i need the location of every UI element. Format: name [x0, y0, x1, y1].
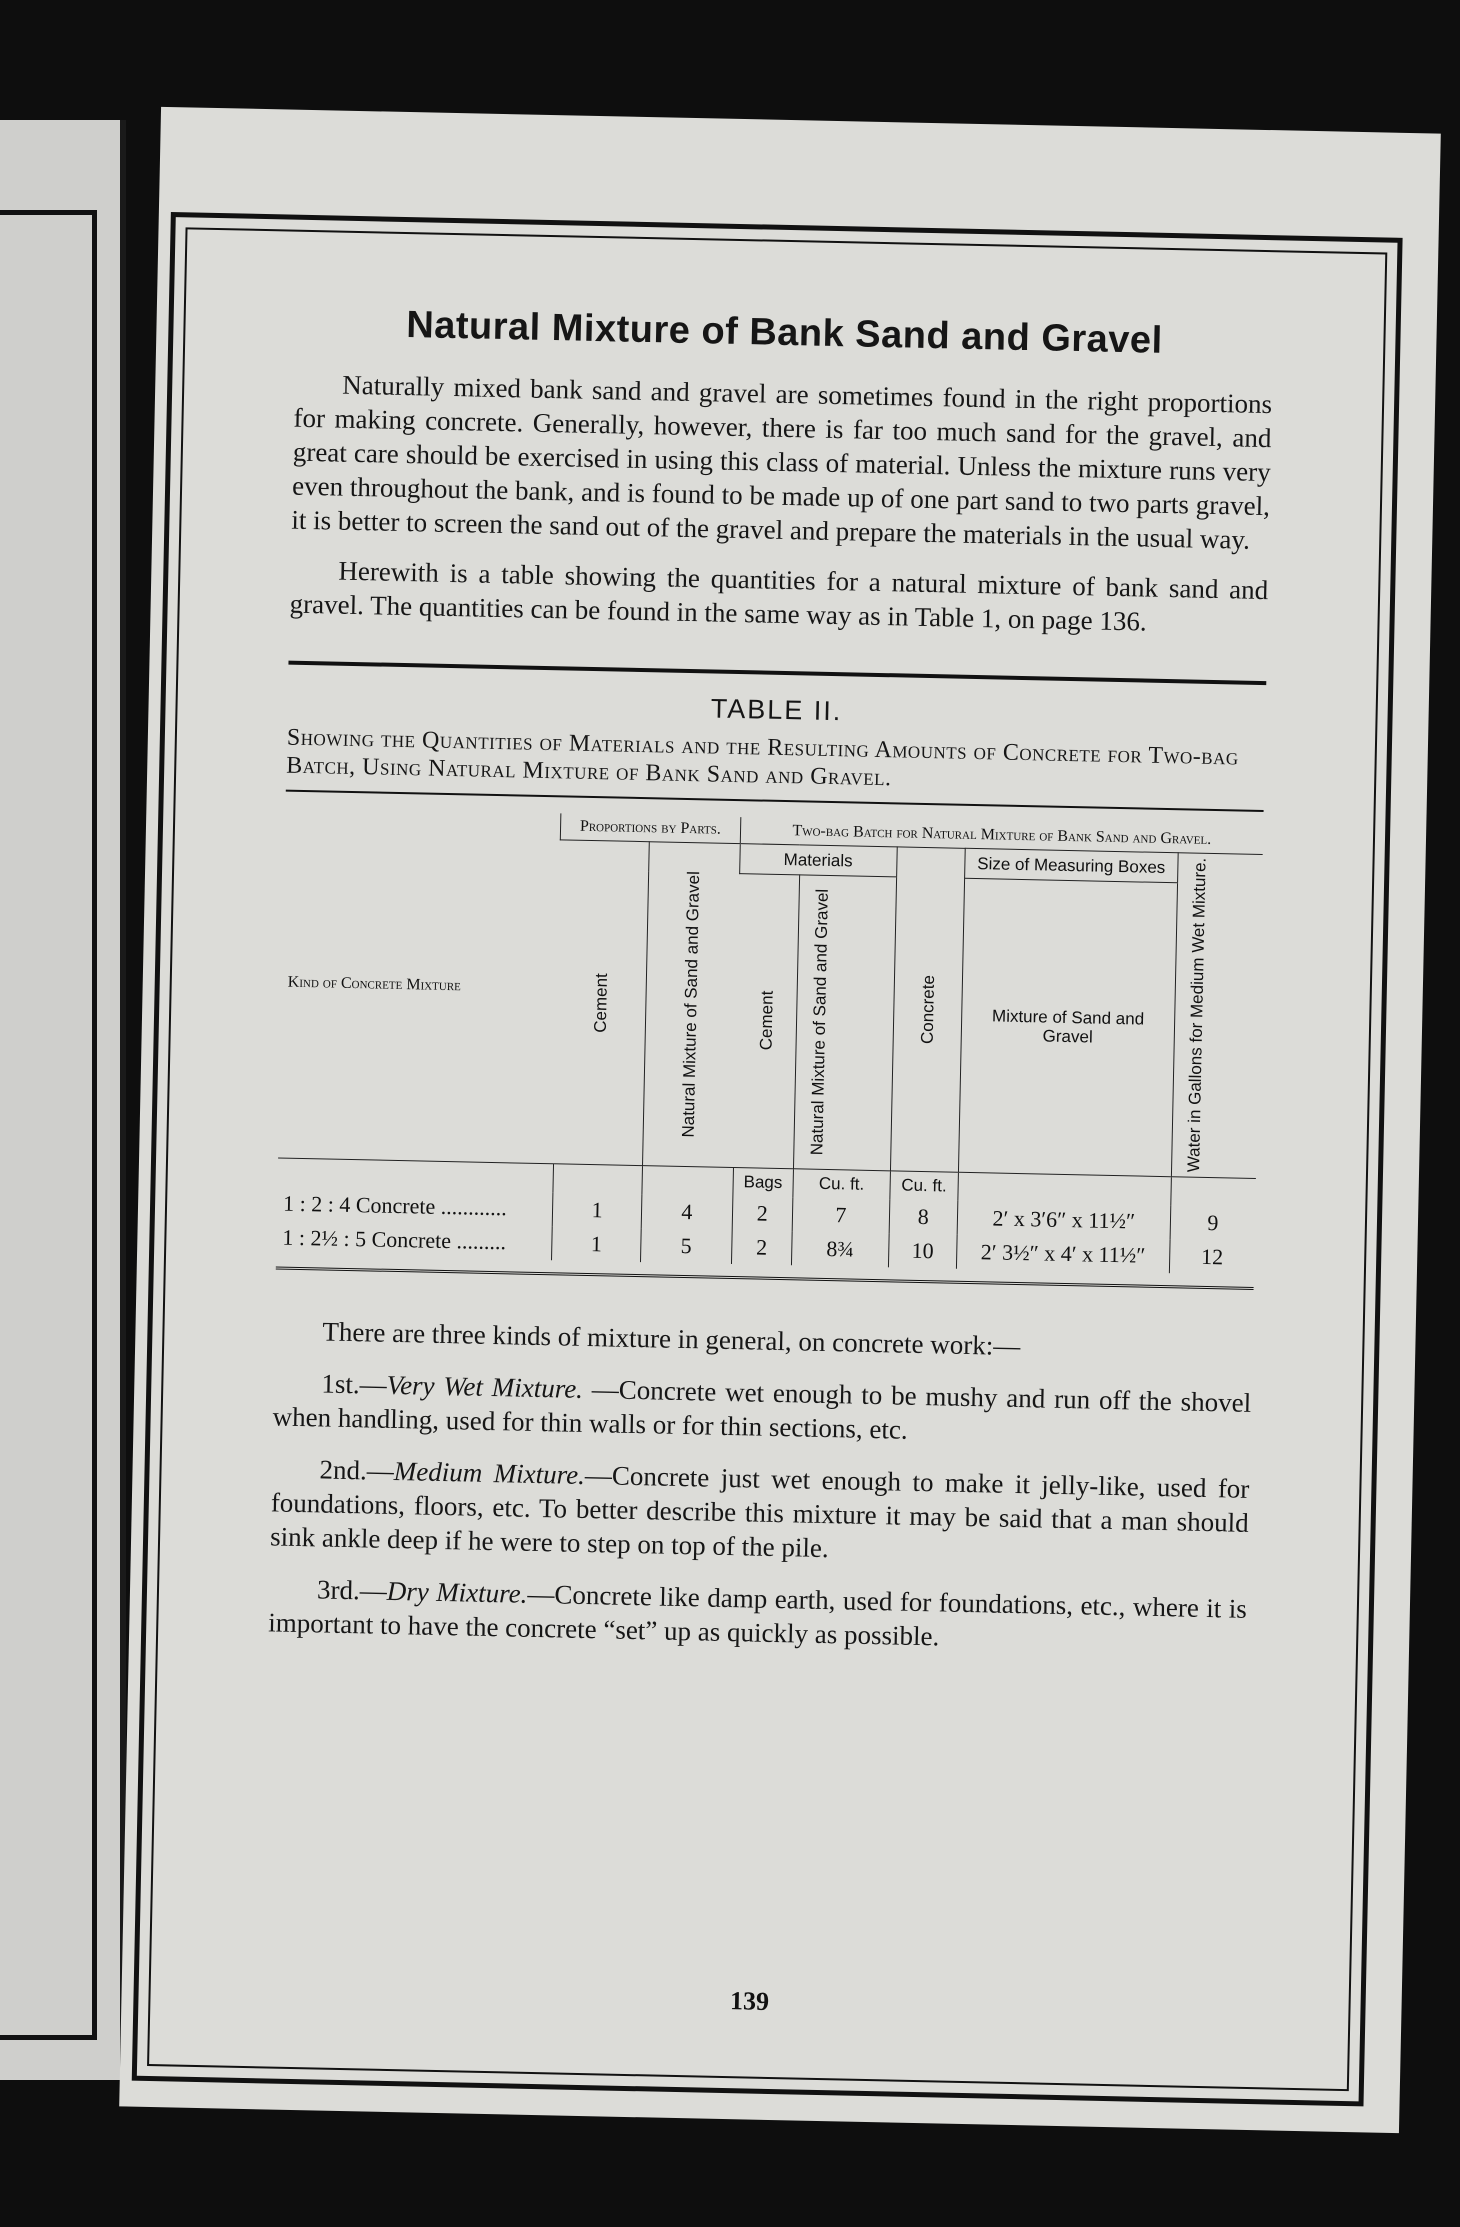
units-blank-2	[642, 1165, 733, 1195]
header-mixture-box: Mixture of Sand and Gravel	[958, 878, 1177, 1176]
header-cement-parts: Cement	[591, 972, 612, 1033]
mixture-num: 3rd.—	[316, 1574, 388, 1606]
book-page	[119, 107, 1441, 2133]
mixture-item	[268, 1571, 1247, 1659]
page-content	[268, 302, 1274, 1660]
mixture-item	[272, 1365, 1251, 1453]
row-box: 2′ x 3′6″ x 11½″	[957, 1200, 1171, 1238]
header-concrete-cell	[890, 847, 965, 1172]
mixture-name: Dry Mixture.	[386, 1575, 528, 1609]
intro-paragraph-2: Herewith is a table showing the quantities for a natural mixture of bank sand and gravel. The quantities can be found in the same way as in Table 1, on page 136.	[289, 555, 1269, 637]
header-cement-parts-cell	[554, 840, 650, 1165]
header-cement-mat-cell	[733, 873, 800, 1168]
header-mix-parts: Natural Mixture of Sand and Gravel	[678, 871, 704, 1138]
mixture-item	[270, 1451, 1250, 1573]
header-batch: Two-bag Batch for Natural Mixture of Bank Sand and Gravel.	[740, 817, 1263, 854]
row-water: 9	[1170, 1205, 1255, 1241]
row-concrete-cuft: 10	[888, 1233, 957, 1268]
row-mix-parts: 4	[641, 1194, 732, 1230]
units-box-blank	[958, 1172, 1172, 1205]
page-title: Natural Mixture of Bank Sand and Gravel	[405, 304, 1164, 362]
row-water: 12	[1169, 1239, 1254, 1275]
mixture-text: —Concrete just wet enough to make it jelly-like, used for foundations, floors, etc. To better describe this mixture it may be said that a man should sink ankle deep if he were to step on top of the pile.	[269, 1459, 1250, 1563]
page-border-outer	[132, 212, 1403, 2106]
mixture-name: Medium Mixture.	[393, 1455, 586, 1490]
facing-page-border	[0, 210, 97, 2040]
mixture-text: —Concrete like damp earth, used for foundations, etc., where it is important to have the concrete “set” up as quickly as possible.	[268, 1578, 1248, 1652]
row-kind: 1 : 2 : 4 Concrete ............	[282, 1190, 508, 1220]
mixture-num: 2nd.—	[319, 1454, 395, 1486]
header-proportions: Proportions by Parts.	[560, 813, 740, 843]
row-mix-cuft: 7	[792, 1197, 890, 1233]
header-size-boxes: Size of Measuring Boxes	[964, 848, 1178, 882]
row-cement-bags: 2	[731, 1230, 792, 1265]
header-water-cell	[1171, 853, 1262, 1178]
units-water-blank	[1171, 1176, 1256, 1206]
row-kind: 1 : 2½ : 5 Concrete .........	[282, 1224, 507, 1254]
header-kind: Kind of Concrete Mixture	[287, 973, 462, 995]
units-concrete: Cu. ft.	[890, 1170, 959, 1200]
units-blank-1	[553, 1163, 643, 1193]
header-cement-materials: Cement	[755, 990, 777, 1051]
row-cement-bags: 2	[732, 1196, 793, 1231]
row-cement-parts: 1	[552, 1226, 642, 1262]
header-water: Water in Gallons for Medium Wet Mixture.	[1183, 857, 1210, 1173]
row-concrete-cuft: 8	[889, 1199, 958, 1234]
units-cement: Bags	[732, 1167, 793, 1197]
intro-paragraph-1: Naturally mixed bank sand and gravel are sometimes found in the right proportions for making concrete. Generally, however, there is far too much sand for the gravel, and great care should be exercised in using this class of material. Unless the mixture runs very even throughout the bank, and is found to be made up of one part sand to two parts gravel, it is better to screen the sand out of the gravel and prepare the materials in the usual way.	[291, 369, 1273, 555]
header-mix-mat-cell	[793, 875, 896, 1171]
page-border-inner	[147, 227, 1387, 2091]
row-mix-cuft: 8¾	[791, 1231, 889, 1267]
page-number: 139	[729, 1986, 770, 2016]
row-cement-parts: 1	[552, 1192, 642, 1228]
units-natural-mix: Cu. ft.	[793, 1168, 890, 1199]
mixtures-section	[268, 1313, 1253, 1659]
header-mix-materials: Natural Mixture of Sand and Gravel	[807, 888, 832, 1156]
mixture-text: —Concrete wet enough to be mushy and run off the shovel when handling, used for thin walls or for thin sections, etc.	[272, 1373, 1252, 1445]
mixtures-intro: There are three kinds of mixture in general, on concrete work:—	[322, 1316, 1021, 1361]
header-mix-parts-cell	[643, 842, 740, 1167]
row-mix-parts: 5	[641, 1228, 732, 1264]
row-box: 2′ 3½″ x 4′ x 11½″	[956, 1234, 1170, 1272]
table-caption: Showing the Quantities of Materials and the Resulting Amounts of Concrete for Two-bag Batch, Using Natural Mixture of Bank Sand and Gravel.	[286, 724, 1239, 792]
header-materials: Materials	[739, 844, 897, 877]
mixture-num: 1st.—	[321, 1368, 387, 1400]
mixture-name: Very Wet Mixture.	[386, 1369, 584, 1404]
quantities-table	[276, 808, 1263, 1275]
section-divider	[288, 661, 1266, 685]
table-title: TABLE II.	[710, 693, 843, 727]
facing-page	[0, 120, 126, 2080]
header-concrete: Concrete	[917, 974, 938, 1045]
